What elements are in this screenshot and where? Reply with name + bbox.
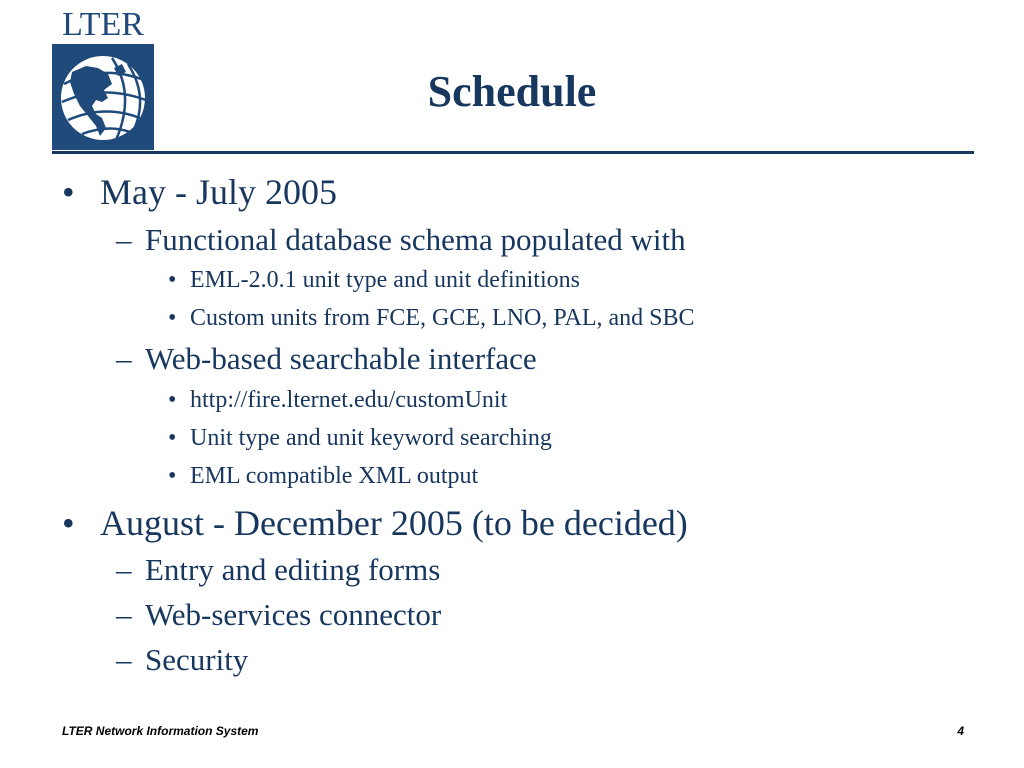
page-title: Schedule (427, 67, 597, 116)
bullet-level3: http://fire.lternet.edu/customUnit (190, 387, 508, 413)
bullet-marker: • (168, 305, 177, 331)
bullet-level3: Unit type and unit keyword searching (190, 425, 552, 451)
bullet-marker: • (62, 503, 75, 543)
bullet-level1: May - July 2005 (100, 172, 337, 212)
dash-marker: – (116, 222, 132, 257)
bullet-level3: EML compatible XML output (190, 463, 479, 489)
bullet-marker: • (62, 172, 75, 212)
bullet-marker: • (168, 387, 177, 413)
bullet-level2: Web-services connector (145, 597, 442, 632)
dash-marker: – (116, 642, 132, 677)
logo-text: LTER (62, 6, 144, 43)
bullet-level3: Custom units from FCE, GCE, LNO, PAL, and SBC (190, 305, 695, 331)
bullet-level1: August - December 2005 (to be decided) (100, 503, 688, 543)
bullet-marker: • (168, 267, 177, 293)
bullet-level3: EML-2.0.1 unit type and unit definitions (190, 267, 580, 293)
dash-marker: – (116, 552, 132, 587)
dash-marker: – (116, 341, 132, 376)
bullet-level2: Security (145, 642, 249, 677)
bullet-level2: Entry and editing forms (145, 552, 441, 587)
footer-text: LTER Network Information System (62, 724, 259, 738)
bullet-marker: • (168, 425, 177, 451)
dash-marker: – (116, 597, 132, 632)
page-number: 4 (957, 724, 964, 738)
bullet-level2: Web-based searchable interface (145, 341, 537, 376)
bullet-level2: Functional database schema populated with (145, 222, 686, 257)
bullet-marker: • (168, 463, 177, 489)
